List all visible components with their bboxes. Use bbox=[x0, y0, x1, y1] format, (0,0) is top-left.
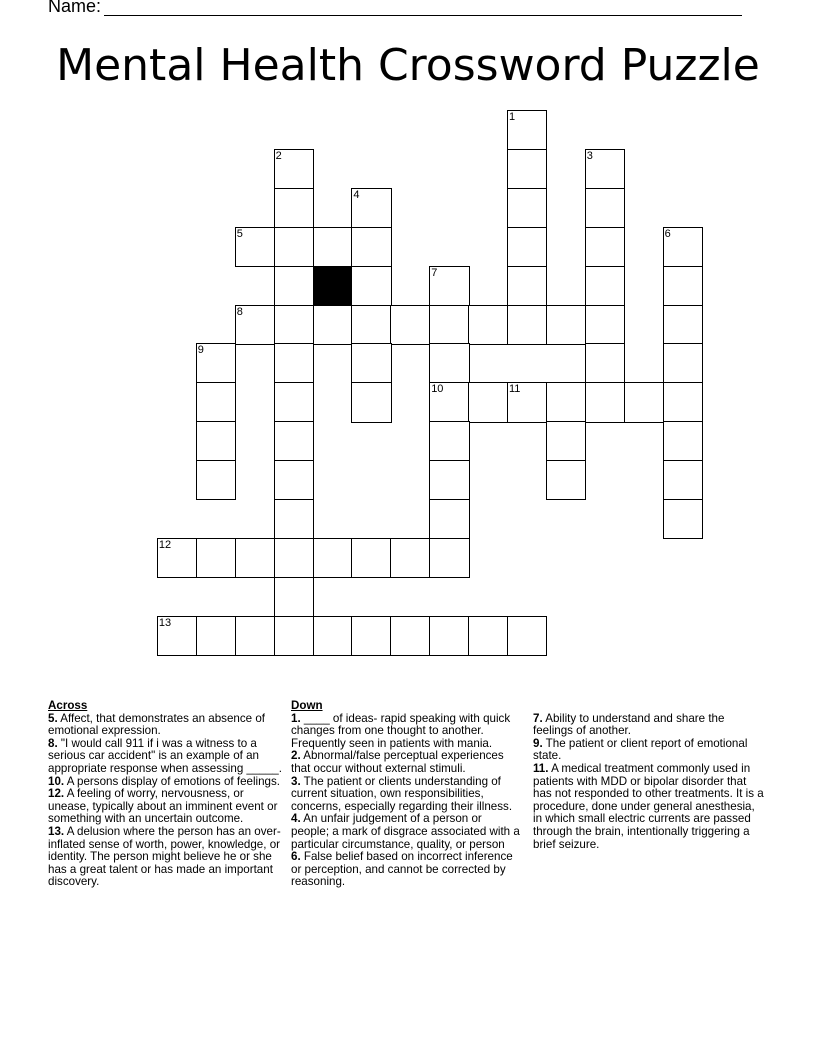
crossword-cell[interactable] bbox=[507, 227, 547, 267]
clue-item bbox=[533, 713, 765, 738]
crossword-cell[interactable] bbox=[351, 343, 391, 383]
clue-item bbox=[291, 776, 523, 814]
crossword-cell[interactable] bbox=[663, 460, 703, 500]
clue-item bbox=[291, 713, 523, 751]
clue-text: The patient or clients understanding of current situation, own responsibilities, concerns, especially regarding their illness. bbox=[291, 774, 513, 813]
crossword-cell[interactable] bbox=[429, 266, 469, 306]
clue-text: Abnormal/false perceptual experiences that occur without external stimuli. bbox=[291, 749, 504, 775]
clue-text: A feeling of worry, nervousness, or unease, typically about an imminent event or something with an uncertain outcome. bbox=[48, 787, 278, 826]
crossword-cell[interactable] bbox=[274, 421, 314, 461]
clue-num: 10. bbox=[48, 774, 65, 788]
clue-text: The patient or client report of emotional state. bbox=[533, 736, 748, 763]
crossword-cell[interactable] bbox=[274, 343, 314, 383]
clue-number: 7 bbox=[431, 266, 438, 279]
clue-num: 1. bbox=[291, 711, 301, 725]
clue-num: 2. bbox=[291, 749, 301, 763]
crossword-cell[interactable] bbox=[585, 305, 625, 345]
clue-item bbox=[291, 813, 523, 851]
crossword-cell[interactable] bbox=[274, 499, 314, 539]
crossword-cell[interactable] bbox=[157, 616, 197, 656]
crossword-cell[interactable] bbox=[429, 382, 469, 422]
clue-num: 5. bbox=[48, 711, 58, 725]
crossword-cell[interactable] bbox=[546, 421, 586, 461]
crossword-cell[interactable] bbox=[468, 616, 508, 656]
clue-number: 3 bbox=[586, 149, 593, 162]
crossword-cell[interactable] bbox=[507, 110, 547, 150]
crossword-cell[interactable] bbox=[663, 421, 703, 461]
clue-item bbox=[533, 763, 765, 851]
crossword-cell[interactable] bbox=[429, 616, 469, 656]
clue-item bbox=[533, 738, 765, 763]
down-heading: Down bbox=[291, 699, 323, 712]
crossword-cell[interactable] bbox=[313, 538, 353, 578]
page-title: Mental Health Crossword Puzzle bbox=[56, 40, 760, 91]
clue-item bbox=[291, 851, 523, 889]
clue-text: Ability to understand and share the feelings of another. bbox=[533, 711, 725, 738]
clue-item bbox=[48, 738, 282, 776]
crossword-cell[interactable] bbox=[468, 382, 508, 422]
clue-number: 6 bbox=[664, 227, 671, 240]
crossword-cell[interactable] bbox=[196, 616, 236, 656]
crossword-cell[interactable] bbox=[351, 188, 391, 228]
crossword-cell[interactable] bbox=[235, 305, 275, 345]
clue-item bbox=[48, 826, 282, 889]
clue-num: 3. bbox=[291, 774, 301, 788]
crossword-cell[interactable] bbox=[274, 188, 314, 228]
clue-num: 7. bbox=[533, 711, 543, 725]
clue-number: 10 bbox=[431, 383, 444, 396]
clue-num: 4. bbox=[291, 812, 301, 826]
crossword-cell[interactable] bbox=[274, 149, 314, 189]
clue-text: A medical treatment commonly used in patients with MDD or bipolar disorder that has not responded to other treatments. It is a procedure, done under general anesthesia, in which small electric currents are passed through the brain, intentionally triggering a brief seizure. bbox=[533, 761, 764, 851]
crossword-cell[interactable] bbox=[546, 460, 586, 500]
crossword-cell[interactable] bbox=[351, 616, 391, 656]
clue-number: 13 bbox=[158, 616, 172, 629]
crossword-cell[interactable] bbox=[429, 538, 469, 578]
crossword-cell[interactable] bbox=[585, 266, 625, 306]
crossword-cell[interactable] bbox=[429, 460, 469, 500]
crossword-cell[interactable] bbox=[585, 382, 625, 422]
crossword-cell[interactable] bbox=[274, 538, 314, 578]
across-heading: Across bbox=[48, 699, 88, 712]
crossword-cell[interactable] bbox=[507, 188, 547, 228]
crossword-cell[interactable] bbox=[429, 421, 469, 461]
crossword-cell[interactable] bbox=[429, 499, 469, 539]
crossword-cell[interactable] bbox=[157, 538, 197, 578]
clue-number: 8 bbox=[236, 305, 243, 318]
crossword-cell[interactable] bbox=[274, 460, 314, 500]
clues-down-continued bbox=[533, 700, 765, 851]
crossword-cell[interactable] bbox=[624, 382, 664, 422]
clue-num: 8. bbox=[48, 736, 58, 750]
clue-num: 6. bbox=[291, 850, 301, 864]
clue-num: 12. bbox=[48, 787, 65, 801]
crossword-cell[interactable] bbox=[274, 616, 314, 656]
crossword-cell[interactable] bbox=[468, 305, 508, 345]
crossword-cell[interactable] bbox=[235, 538, 275, 578]
crossword-cell[interactable] bbox=[663, 499, 703, 539]
crossword-cell[interactable] bbox=[274, 227, 314, 267]
crossword-cell[interactable] bbox=[274, 382, 314, 422]
clues-across bbox=[48, 700, 282, 889]
clue-number: 1 bbox=[509, 111, 516, 123]
crossword-cell[interactable] bbox=[585, 227, 625, 267]
crossword-cell[interactable] bbox=[390, 305, 430, 345]
crossword-cell[interactable] bbox=[507, 382, 547, 422]
clue-number: 11 bbox=[509, 383, 521, 396]
crossword-cell[interactable] bbox=[546, 305, 586, 345]
crossword-cell[interactable] bbox=[663, 382, 703, 422]
name-label: Name: bbox=[48, 0, 102, 16]
clue-number: 2 bbox=[275, 149, 282, 162]
crossword-cell[interactable] bbox=[429, 343, 469, 383]
crossword-cell[interactable] bbox=[351, 538, 391, 578]
clue-number: 5 bbox=[236, 227, 243, 240]
clue-num: 9. bbox=[533, 736, 543, 750]
black-square bbox=[313, 266, 353, 306]
crossword-cell[interactable] bbox=[507, 149, 547, 189]
clue-text: ____ of ideas- rapid speaking with quick changes from one thought to another. Frequently seen in patients with mania. bbox=[291, 711, 511, 750]
crossword-cell[interactable] bbox=[507, 266, 547, 306]
crossword-cell[interactable] bbox=[351, 305, 391, 345]
crossword-cell[interactable] bbox=[546, 382, 586, 422]
crossword-cell[interactable] bbox=[313, 305, 353, 345]
crossword-cell[interactable] bbox=[507, 616, 547, 656]
crossword-cell[interactable] bbox=[196, 382, 236, 422]
clue-number: 12 bbox=[158, 538, 172, 551]
crossword-cell[interactable] bbox=[351, 266, 391, 306]
clue-text: False belief based on incorrect inference or perception, and cannot be corrected by reasoning. bbox=[291, 850, 513, 889]
clue-text: A persons display of emotions of feelings. bbox=[64, 774, 281, 788]
crossword-cell[interactable] bbox=[351, 382, 391, 422]
crossword-cell[interactable] bbox=[351, 227, 391, 267]
clues-down bbox=[291, 700, 523, 889]
crossword-cell[interactable] bbox=[585, 149, 625, 189]
clue-text: A delusion where the person has an over-inflated sense of worth, power, knowledge, or identity. The person might believe he or she has a great talent or has made an important discovery. bbox=[48, 824, 281, 889]
clue-num: 11. bbox=[533, 761, 549, 775]
crossword-cell[interactable] bbox=[585, 343, 625, 383]
clue-num: 13. bbox=[48, 824, 65, 838]
crossword-cell[interactable] bbox=[274, 577, 314, 617]
crossword-cell[interactable] bbox=[390, 616, 430, 656]
crossword-cell[interactable] bbox=[507, 305, 547, 345]
crossword-cell[interactable] bbox=[235, 227, 275, 267]
crossword-cell[interactable] bbox=[313, 227, 353, 267]
crossword-cell[interactable] bbox=[585, 188, 625, 228]
crossword-cell[interactable] bbox=[313, 616, 353, 656]
crossword-cell[interactable] bbox=[390, 538, 430, 578]
crossword-cell[interactable] bbox=[663, 305, 703, 345]
clue-text: "I would call 911 if i was a witness to a serious car accident" is an example of an appropriate response when assessing _____. bbox=[48, 736, 282, 775]
crossword-cell[interactable] bbox=[196, 343, 236, 383]
crossword-cell[interactable] bbox=[663, 266, 703, 306]
crossword-cell[interactable] bbox=[429, 305, 469, 345]
clue-text: An unfair judgement of a person or people; a mark of disgrace associated with a particular circumstance, quality, or person bbox=[291, 812, 520, 851]
clue-item bbox=[48, 713, 282, 738]
clue-item bbox=[48, 788, 282, 826]
crossword-cell[interactable] bbox=[274, 266, 314, 306]
crossword-cell[interactable] bbox=[235, 616, 275, 656]
crossword-cell[interactable] bbox=[196, 421, 236, 461]
crossword-cell[interactable] bbox=[196, 460, 236, 500]
clue-number: 9 bbox=[197, 344, 204, 357]
crossword-cell[interactable] bbox=[663, 343, 703, 383]
clue-number: 4 bbox=[353, 188, 360, 201]
crossword-cell[interactable] bbox=[196, 538, 236, 578]
clue-item bbox=[291, 750, 523, 775]
crossword-cell[interactable] bbox=[274, 305, 314, 345]
crossword-cell[interactable] bbox=[663, 227, 703, 267]
clue-text: Affect, that demonstrates an absence of emotional expression. bbox=[48, 711, 265, 738]
